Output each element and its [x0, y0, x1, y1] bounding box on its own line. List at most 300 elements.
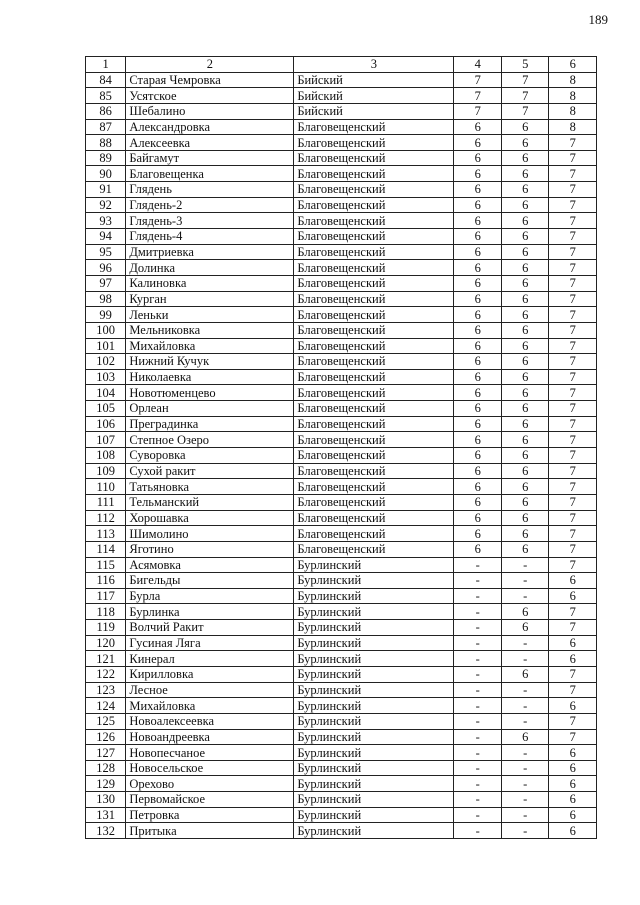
row-number-cell: 109: [86, 463, 126, 479]
settlement-name-cell: Байгамут: [126, 150, 294, 166]
district-cell: Бурлинский: [294, 651, 454, 667]
row-number-cell: 92: [86, 197, 126, 213]
value-col5-cell: 6: [501, 338, 549, 354]
table-row: [86, 526, 597, 542]
value-col6-cell: 7: [549, 541, 597, 557]
value-col4-cell: 6: [454, 494, 502, 510]
table-row: [86, 291, 597, 307]
value-col4-cell: -: [454, 823, 502, 839]
value-col5-cell: 6: [501, 510, 549, 526]
value-col5-cell: 6: [501, 620, 549, 636]
value-col6-cell: 6: [549, 807, 597, 823]
value-col5-cell: 6: [501, 432, 549, 448]
table-row: [86, 588, 597, 604]
value-col4-cell: 6: [454, 463, 502, 479]
district-cell: Бийский: [294, 88, 454, 104]
district-cell: Благовещенский: [294, 307, 454, 323]
value-col5-cell: 6: [501, 182, 549, 198]
table-row: [86, 88, 597, 104]
value-col4-cell: 6: [454, 197, 502, 213]
value-col6-cell: 7: [549, 526, 597, 542]
district-cell: Бийский: [294, 72, 454, 88]
row-number-cell: 130: [86, 792, 126, 808]
value-col6-cell: 7: [549, 182, 597, 198]
value-col5-cell: 7: [501, 103, 549, 119]
row-number-cell: 101: [86, 338, 126, 354]
value-col6-cell: 6: [549, 588, 597, 604]
row-number-cell: 116: [86, 573, 126, 589]
value-col4-cell: 6: [454, 307, 502, 323]
row-number-cell: 96: [86, 260, 126, 276]
row-number-cell: 104: [86, 385, 126, 401]
district-cell: Благовещенский: [294, 448, 454, 464]
settlement-name-cell: Леньки: [126, 307, 294, 323]
value-col5-cell: 6: [501, 494, 549, 510]
district-cell: Благовещенский: [294, 213, 454, 229]
district-cell: Благовещенский: [294, 119, 454, 135]
column-header-1: 1: [86, 57, 126, 73]
value-col4-cell: -: [454, 745, 502, 761]
value-col5-cell: -: [501, 651, 549, 667]
value-col6-cell: 6: [549, 651, 597, 667]
table-header-row: [86, 57, 597, 73]
settlement-name-cell: Новоалексеевка: [126, 713, 294, 729]
row-number-cell: 102: [86, 354, 126, 370]
value-col6-cell: 8: [549, 88, 597, 104]
row-number-cell: 118: [86, 604, 126, 620]
value-col4-cell: 6: [454, 244, 502, 260]
settlement-name-cell: Усятское: [126, 88, 294, 104]
value-col6-cell: 7: [549, 197, 597, 213]
table-row: [86, 369, 597, 385]
value-col6-cell: 7: [549, 244, 597, 260]
value-col4-cell: -: [454, 557, 502, 573]
value-col6-cell: 7: [549, 494, 597, 510]
district-cell: Благовещенский: [294, 463, 454, 479]
settlement-name-cell: Новотюменцево: [126, 385, 294, 401]
value-col6-cell: 6: [549, 698, 597, 714]
row-number-cell: 106: [86, 416, 126, 432]
district-cell: Бурлинский: [294, 573, 454, 589]
value-col6-cell: 7: [549, 150, 597, 166]
district-cell: Бурлинский: [294, 698, 454, 714]
value-col5-cell: 6: [501, 135, 549, 151]
value-col5-cell: 6: [501, 401, 549, 417]
table-row: [86, 666, 597, 682]
row-number-cell: 107: [86, 432, 126, 448]
value-col6-cell: 7: [549, 135, 597, 151]
row-number-cell: 120: [86, 635, 126, 651]
settlement-name-cell: Гусиная Ляга: [126, 635, 294, 651]
value-col6-cell: 7: [549, 557, 597, 573]
settlement-name-cell: Нижний Кучук: [126, 354, 294, 370]
value-col5-cell: -: [501, 698, 549, 714]
settlement-name-cell: Сухой ракит: [126, 463, 294, 479]
value-col5-cell: 6: [501, 229, 549, 245]
value-col5-cell: -: [501, 745, 549, 761]
value-col4-cell: -: [454, 573, 502, 589]
value-col6-cell: 7: [549, 307, 597, 323]
value-col4-cell: 6: [454, 213, 502, 229]
value-col6-cell: 7: [549, 448, 597, 464]
value-col4-cell: 6: [454, 385, 502, 401]
value-col6-cell: 7: [549, 338, 597, 354]
row-number-cell: 119: [86, 620, 126, 636]
value-col4-cell: 6: [454, 510, 502, 526]
settlement-name-cell: Асямовка: [126, 557, 294, 573]
settlement-name-cell: Новоандреевка: [126, 729, 294, 745]
value-col4-cell: -: [454, 807, 502, 823]
district-cell: Благовещенский: [294, 385, 454, 401]
value-col4-cell: 6: [454, 526, 502, 542]
table-row: [86, 573, 597, 589]
row-number-cell: 85: [86, 88, 126, 104]
value-col5-cell: 7: [501, 72, 549, 88]
settlement-name-cell: Благовещенка: [126, 166, 294, 182]
value-col6-cell: 7: [549, 369, 597, 385]
row-number-cell: 132: [86, 823, 126, 839]
district-cell: Благовещенский: [294, 229, 454, 245]
table-row: [86, 713, 597, 729]
district-cell: Бурлинский: [294, 807, 454, 823]
value-col5-cell: 6: [501, 479, 549, 495]
district-cell: Бурлинский: [294, 635, 454, 651]
column-header-6: 6: [549, 57, 597, 73]
district-cell: Благовещенский: [294, 401, 454, 417]
settlement-name-cell: Глядень-2: [126, 197, 294, 213]
table-row: [86, 229, 597, 245]
settlement-name-cell: Новопесчаное: [126, 745, 294, 761]
value-col4-cell: -: [454, 604, 502, 620]
settlement-name-cell: Первомайское: [126, 792, 294, 808]
settlement-name-cell: Глядень-4: [126, 229, 294, 245]
settlement-name-cell: Шебалино: [126, 103, 294, 119]
row-number-cell: 128: [86, 760, 126, 776]
settlement-name-cell: Алексеевка: [126, 135, 294, 151]
value-col5-cell: 6: [501, 119, 549, 135]
settlement-name-cell: Кирилловка: [126, 666, 294, 682]
district-cell: Бурлинский: [294, 792, 454, 808]
district-cell: Бурлинский: [294, 620, 454, 636]
table-row: [86, 448, 597, 464]
district-cell: Бурлинский: [294, 666, 454, 682]
row-number-cell: 94: [86, 229, 126, 245]
value-col4-cell: -: [454, 713, 502, 729]
value-col5-cell: 6: [501, 448, 549, 464]
row-number-cell: 115: [86, 557, 126, 573]
value-col5-cell: -: [501, 557, 549, 573]
value-col4-cell: 6: [454, 479, 502, 495]
value-col4-cell: -: [454, 792, 502, 808]
value-col4-cell: 6: [454, 182, 502, 198]
table-row: [86, 807, 597, 823]
table-row: [86, 213, 597, 229]
table-row: [86, 182, 597, 198]
settlement-name-cell: Притыка: [126, 823, 294, 839]
value-col4-cell: 6: [454, 322, 502, 338]
table-row: [86, 463, 597, 479]
value-col6-cell: 6: [549, 745, 597, 761]
value-col6-cell: 6: [549, 760, 597, 776]
table-row: [86, 510, 597, 526]
settlement-name-cell: Мельниковка: [126, 322, 294, 338]
value-col6-cell: 7: [549, 510, 597, 526]
settlement-name-cell: Яготино: [126, 541, 294, 557]
value-col4-cell: 6: [454, 369, 502, 385]
district-cell: Бийский: [294, 103, 454, 119]
value-col6-cell: 7: [549, 229, 597, 245]
value-col5-cell: 6: [501, 729, 549, 745]
value-col5-cell: -: [501, 573, 549, 589]
row-number-cell: 113: [86, 526, 126, 542]
value-col5-cell: 6: [501, 291, 549, 307]
table-row: [86, 354, 597, 370]
value-col4-cell: -: [454, 682, 502, 698]
value-col5-cell: -: [501, 807, 549, 823]
value-col5-cell: -: [501, 776, 549, 792]
table-row: [86, 338, 597, 354]
settlement-name-cell: Лесное: [126, 682, 294, 698]
settlement-name-cell: Суворовка: [126, 448, 294, 464]
value-col6-cell: 7: [549, 213, 597, 229]
value-col6-cell: 6: [549, 635, 597, 651]
table-row: [86, 416, 597, 432]
value-col5-cell: -: [501, 713, 549, 729]
row-number-cell: 99: [86, 307, 126, 323]
settlement-name-cell: Бурла: [126, 588, 294, 604]
value-col6-cell: 8: [549, 119, 597, 135]
value-col4-cell: -: [454, 588, 502, 604]
value-col6-cell: 7: [549, 260, 597, 276]
table-row: [86, 135, 597, 151]
value-col4-cell: 6: [454, 416, 502, 432]
value-col4-cell: -: [454, 620, 502, 636]
table-row: [86, 307, 597, 323]
value-col5-cell: 6: [501, 416, 549, 432]
value-col5-cell: -: [501, 588, 549, 604]
value-col4-cell: 6: [454, 166, 502, 182]
value-col4-cell: 7: [454, 72, 502, 88]
district-cell: Бурлинский: [294, 604, 454, 620]
settlement-name-cell: Александровка: [126, 119, 294, 135]
row-number-cell: 131: [86, 807, 126, 823]
row-number-cell: 98: [86, 291, 126, 307]
value-col6-cell: 7: [549, 620, 597, 636]
value-col6-cell: 7: [549, 401, 597, 417]
district-cell: Благовещенский: [294, 354, 454, 370]
row-number-cell: 108: [86, 448, 126, 464]
value-col5-cell: 6: [501, 354, 549, 370]
row-number-cell: 91: [86, 182, 126, 198]
table-row: [86, 322, 597, 338]
district-cell: Благовещенский: [294, 479, 454, 495]
settlement-name-cell: Шимолино: [126, 526, 294, 542]
value-col5-cell: 6: [501, 213, 549, 229]
value-col6-cell: 7: [549, 322, 597, 338]
table-row: [86, 197, 597, 213]
column-header-4: 4: [454, 57, 502, 73]
value-col6-cell: 6: [549, 573, 597, 589]
value-col4-cell: -: [454, 651, 502, 667]
value-col4-cell: 6: [454, 291, 502, 307]
district-cell: Благовещенский: [294, 182, 454, 198]
district-cell: Благовещенский: [294, 135, 454, 151]
value-col5-cell: 6: [501, 322, 549, 338]
table-row: [86, 385, 597, 401]
value-col4-cell: 6: [454, 338, 502, 354]
settlement-name-cell: Глядень-3: [126, 213, 294, 229]
value-col6-cell: 7: [549, 729, 597, 745]
settlement-name-cell: Степное Озеро: [126, 432, 294, 448]
value-col5-cell: -: [501, 682, 549, 698]
district-cell: Благовещенский: [294, 275, 454, 291]
district-cell: Благовещенский: [294, 338, 454, 354]
value-col4-cell: 6: [454, 354, 502, 370]
value-col4-cell: -: [454, 760, 502, 776]
row-number-cell: 88: [86, 135, 126, 151]
district-cell: Благовещенский: [294, 166, 454, 182]
value-col4-cell: 7: [454, 88, 502, 104]
row-number-cell: 87: [86, 119, 126, 135]
settlement-name-cell: Татьяновка: [126, 479, 294, 495]
row-number-cell: 112: [86, 510, 126, 526]
value-col6-cell: 7: [549, 682, 597, 698]
table-row: [86, 823, 597, 839]
value-col6-cell: 7: [549, 354, 597, 370]
settlement-name-cell: Хорошавка: [126, 510, 294, 526]
row-number-cell: 127: [86, 745, 126, 761]
district-cell: Благовещенский: [294, 526, 454, 542]
settlement-name-cell: Курган: [126, 291, 294, 307]
settlement-name-cell: Дмитриевка: [126, 244, 294, 260]
table-row: [86, 792, 597, 808]
district-cell: Благовещенский: [294, 369, 454, 385]
table-row: [86, 494, 597, 510]
table-row: [86, 745, 597, 761]
district-cell: Благовещенский: [294, 197, 454, 213]
value-col6-cell: 7: [549, 479, 597, 495]
value-col5-cell: 6: [501, 385, 549, 401]
settlement-name-cell: Орехово: [126, 776, 294, 792]
settlement-name-cell: Тельманский: [126, 494, 294, 510]
row-number-cell: 124: [86, 698, 126, 714]
row-number-cell: 114: [86, 541, 126, 557]
value-col5-cell: 6: [501, 275, 549, 291]
value-col6-cell: 7: [549, 463, 597, 479]
value-col4-cell: 6: [454, 260, 502, 276]
row-number-cell: 129: [86, 776, 126, 792]
table-row: [86, 432, 597, 448]
district-cell: Бурлинский: [294, 745, 454, 761]
district-cell: Благовещенский: [294, 416, 454, 432]
table-row: [86, 604, 597, 620]
row-number-cell: 117: [86, 588, 126, 604]
district-cell: Бурлинский: [294, 729, 454, 745]
district-cell: Бурлинский: [294, 776, 454, 792]
value-col4-cell: -: [454, 729, 502, 745]
table-row: [86, 635, 597, 651]
row-number-cell: 103: [86, 369, 126, 385]
value-col4-cell: 6: [454, 448, 502, 464]
table-row: [86, 557, 597, 573]
value-col4-cell: 6: [454, 401, 502, 417]
value-col6-cell: 6: [549, 776, 597, 792]
value-col4-cell: -: [454, 698, 502, 714]
table-row: [86, 119, 597, 135]
value-col5-cell: 6: [501, 244, 549, 260]
row-number-cell: 121: [86, 651, 126, 667]
value-col6-cell: 7: [549, 713, 597, 729]
table-row: [86, 698, 597, 714]
value-col6-cell: 8: [549, 72, 597, 88]
settlement-name-cell: Бигельды: [126, 573, 294, 589]
row-number-cell: 122: [86, 666, 126, 682]
settlement-name-cell: Волчий Ракит: [126, 620, 294, 636]
value-col4-cell: 6: [454, 541, 502, 557]
page-number: 189: [588, 12, 608, 27]
table-body: [86, 72, 597, 838]
value-col6-cell: 6: [549, 823, 597, 839]
row-number-cell: 123: [86, 682, 126, 698]
column-header-5: 5: [501, 57, 549, 73]
settlement-name-cell: Долинка: [126, 260, 294, 276]
value-col4-cell: 7: [454, 103, 502, 119]
table-row: [86, 682, 597, 698]
table-row: [86, 72, 597, 88]
value-col5-cell: 6: [501, 604, 549, 620]
value-col5-cell: -: [501, 792, 549, 808]
settlement-name-cell: Орлеан: [126, 401, 294, 417]
table-row: [86, 776, 597, 792]
value-col5-cell: 6: [501, 150, 549, 166]
value-col5-cell: 6: [501, 463, 549, 479]
row-number-cell: 110: [86, 479, 126, 495]
value-col4-cell: 6: [454, 432, 502, 448]
settlement-name-cell: Новосельское: [126, 760, 294, 776]
district-cell: Бурлинский: [294, 588, 454, 604]
district-cell: Бурлинский: [294, 682, 454, 698]
table-row: [86, 541, 597, 557]
value-col6-cell: 7: [549, 291, 597, 307]
value-col5-cell: 6: [501, 307, 549, 323]
settlement-name-cell: Калиновка: [126, 275, 294, 291]
district-cell: Благовещенский: [294, 260, 454, 276]
row-number-cell: 95: [86, 244, 126, 260]
district-cell: Благовещенский: [294, 494, 454, 510]
row-number-cell: 111: [86, 494, 126, 510]
settlement-name-cell: Глядень: [126, 182, 294, 198]
table-row: [86, 244, 597, 260]
row-number-cell: 89: [86, 150, 126, 166]
table-row: [86, 150, 597, 166]
value-col4-cell: 6: [454, 275, 502, 291]
table-row: [86, 166, 597, 182]
column-header-2: 2: [126, 57, 294, 73]
value-col4-cell: 6: [454, 135, 502, 151]
value-col5-cell: 6: [501, 369, 549, 385]
value-col5-cell: -: [501, 823, 549, 839]
column-header-3: 3: [294, 57, 454, 73]
value-col5-cell: 6: [501, 666, 549, 682]
settlement-name-cell: Михайловка: [126, 338, 294, 354]
value-col6-cell: 7: [549, 416, 597, 432]
table-row: [86, 401, 597, 417]
table-row: [86, 760, 597, 776]
row-number-cell: 90: [86, 166, 126, 182]
settlement-name-cell: Михайловка: [126, 698, 294, 714]
row-number-cell: 126: [86, 729, 126, 745]
district-cell: Благовещенский: [294, 510, 454, 526]
